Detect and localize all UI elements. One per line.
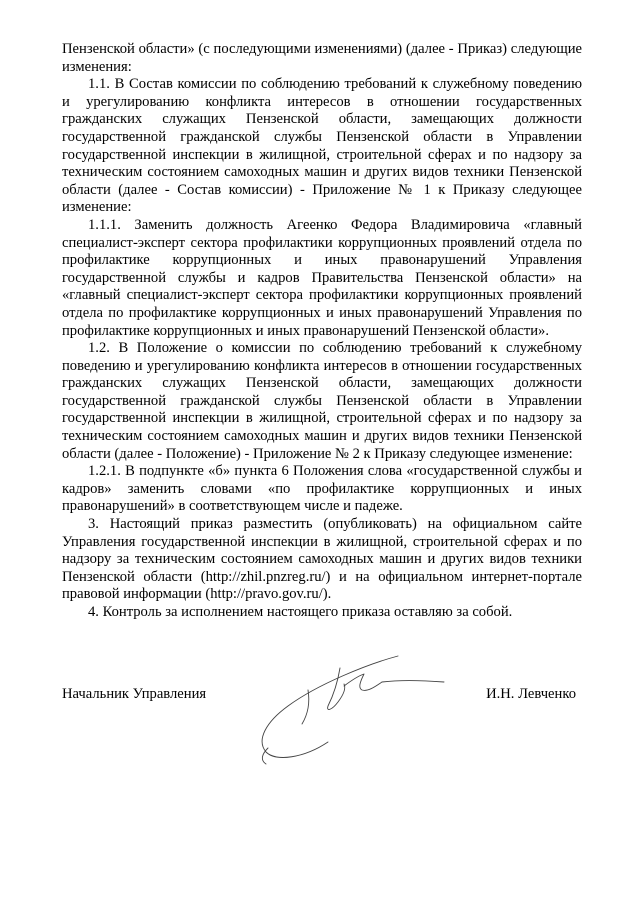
paragraph-3: 3. Настоящий приказ разместить (опубликовать) на официальном сайте Управления государственной инспекции в жилищной, строительной сферах и по надзору за техническим состоянием самоходных машин и других видов техники Пензенской области (http://zhil.pnzreg.ru/) и на официальном интернет-портале правовой информации (http://pravo.gov.ru/). — [62, 516, 582, 603]
paragraph-1-1-1: 1.1.1. Заменить должность Агеенко Федора Владимировича «главный специалист-эксперт сектора профилактики коррупционных проявлений отдела по профилактике коррупционных и иных правонарушений Управления государственной службы и кадров Правительства Пензенской области» на «главный специалист-эксперт сектора профилактики коррупционных проявлений отдела по профилактике коррупционных и иных правонарушений Управления по профилактике коррупционных и иных правонарушений Пензенской области». — [62, 216, 582, 339]
paragraph-1-1: 1.1. В Состав комиссии по соблюдению требований к служебному поведению и урегулированию конфликта интересов в отношении государственных гражданских служащих Пензенской области, замещающих должности государственной гражданской службы Пензенской области в Управлении государственной инспекции в жилищной, строительной сферах и по надзору за техническим состоянием самоходных машин и других видов техники Пензенской области (далее - Состав комиссии) - Приложение № 1 к Приказу следующее изменение: — [62, 76, 582, 216]
signatory-title: Начальник Управления — [62, 686, 207, 702]
document-body — [62, 41, 582, 622]
handwritten-signature — [248, 650, 458, 770]
paragraph-1-2-1: 1.2.1. В подпункте «б» пункта 6 Положения слова «государственной службы и кадров» заменить словами «по профилактике коррупционных и иных правонарушений» в соответствующем числе и падеже. — [62, 463, 582, 515]
paragraph-intro: Пензенской области» (с последующими изменениями) (далее - Приказ) следующие изменения: — [62, 41, 582, 75]
signatory-name: И.Н. Левченко — [486, 686, 576, 702]
paragraph-1-2: 1.2. В Положение о комиссии по соблюдению требований к служебному поведению и урегулированию конфликта интересов в отношении государственных гражданских служащих Пензенской области, замещающих должности государственной гражданской службы Пензенской области в Управлении государственной инспекции в жилищной, строительной сферах и по надзору за техническим состоянием самоходных машин и других видов техники Пензенской области (далее - Положение) - Приложение № 2 к Приказу следующее изменение: — [62, 340, 582, 462]
paragraph-4: 4. Контроль за исполнением настоящего приказа оставляю за собой. — [88, 604, 513, 620]
